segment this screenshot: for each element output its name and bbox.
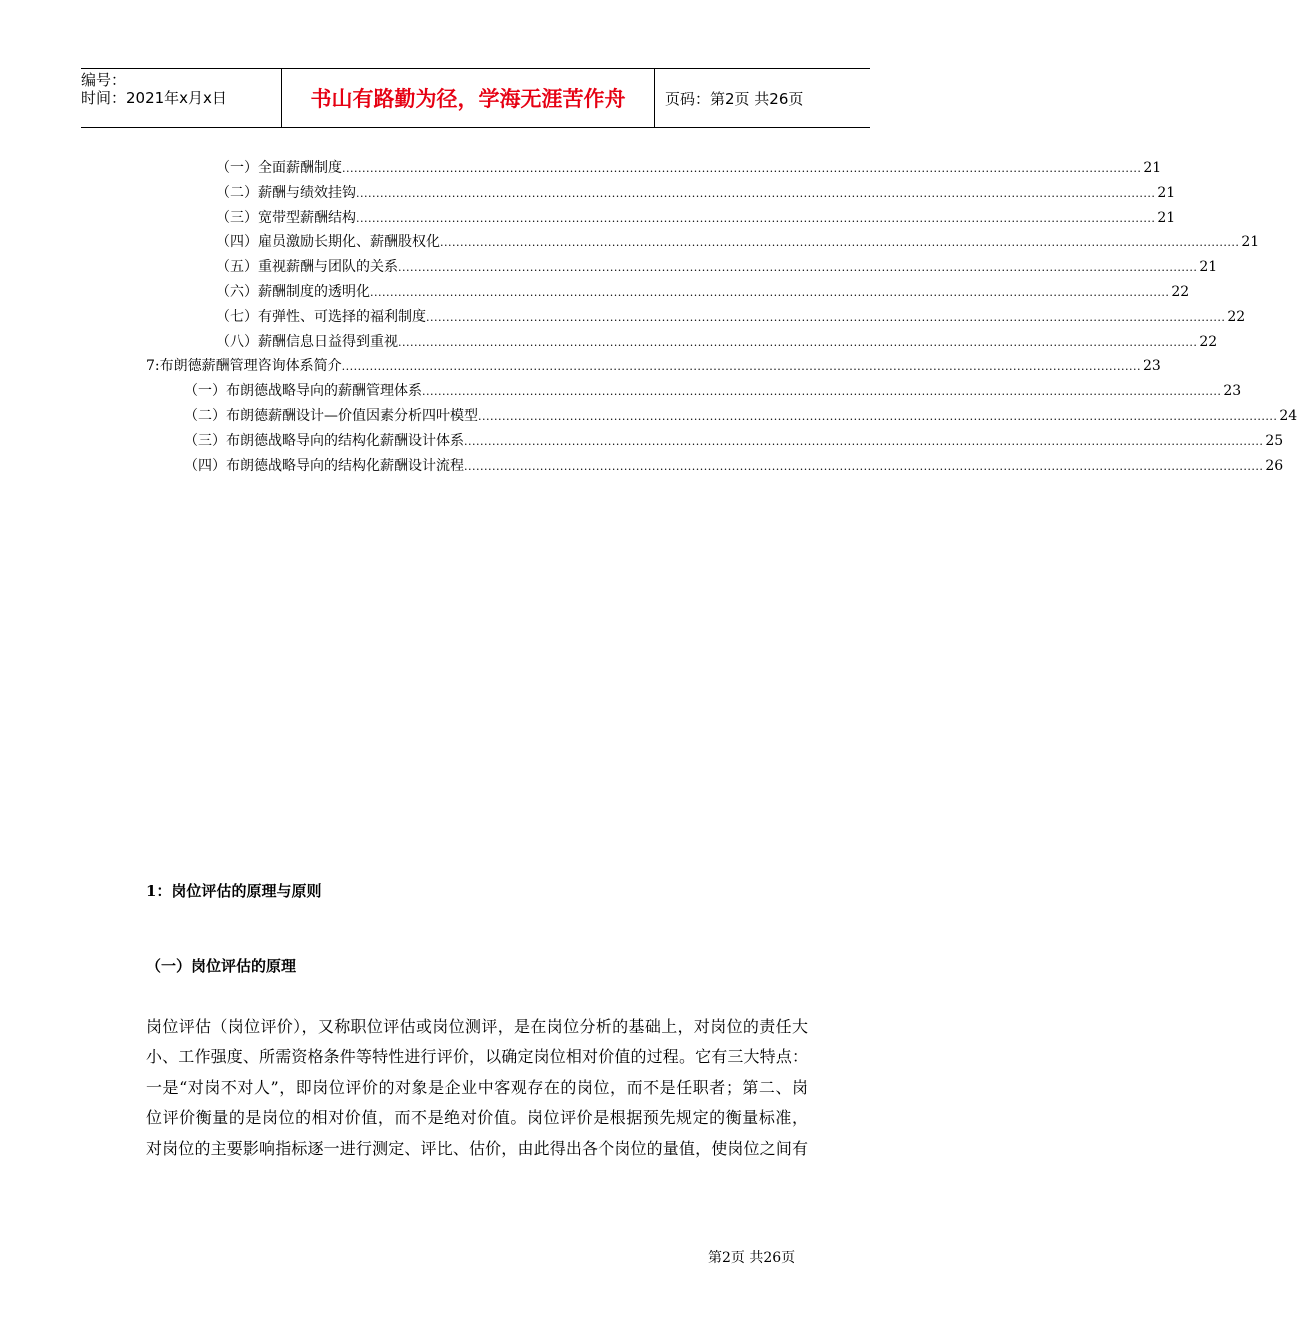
toc-entry[interactable]: [146, 404, 1297, 429]
toc-entry[interactable]: [146, 156, 1162, 181]
section-heading: 1：岗位评估的原理与原则: [146, 882, 322, 900]
toc-entry[interactable]: [146, 280, 1190, 305]
toc-entry[interactable]: [146, 429, 1284, 454]
toc-entry-title: （四）雇员激励长期化、薪酬股权化: [216, 234, 440, 251]
toc-entry-title: （五）重视薪酬与团队的关系: [216, 259, 398, 276]
toc-leader-dots: ........................................................................................................................................................................................................: [464, 434, 1264, 448]
toc-entry[interactable]: [146, 255, 1218, 280]
toc-leader-dots: ........................................................................................................................................................................................................: [426, 310, 1226, 324]
document-number-label: 编号：: [81, 71, 127, 89]
toc-leader-dots: ........................................................................................................................................................................................................: [341, 360, 1141, 374]
toc-entry[interactable]: [146, 454, 1284, 479]
toc-entry[interactable]: [146, 230, 1260, 255]
toc-entry-page: 21: [1199, 259, 1218, 276]
page-header: [81, 68, 870, 128]
toc-entry-page: 24: [1279, 407, 1297, 424]
header-meta-cell: [81, 69, 282, 127]
page-footer: 第2页 共26页: [708, 1250, 796, 1266]
header-page-info: 页码：第2页 共26页: [665, 89, 804, 108]
toc-leader-dots: ........................................................................................................................................................................................................: [356, 186, 1156, 200]
toc-entry-title: （二）薪酬与绩效挂钩: [216, 184, 356, 201]
toc-entry[interactable]: [146, 305, 1246, 330]
paragraph-line: 一是“对岗不对人”，即岗位评价的对象是企业中客观存在的岗位，而不是任职者；第二、岗: [146, 1077, 808, 1097]
toc-entry-page: 21: [1241, 234, 1260, 251]
toc-entry-page: 21: [1157, 184, 1176, 201]
toc-entry-title: （八）薪酬信息日益得到重视: [216, 333, 398, 350]
paragraph-line: 岗位评估（岗位评价），又称职位评估或岗位测评，是在岗位分析的基础上，对岗位的责任大: [146, 1017, 808, 1036]
toc-entry-page: 22: [1171, 283, 1190, 300]
toc-entry-title: 7:布朗德薪酬管理咨询体系简介: [146, 358, 342, 375]
toc-entry-title: （六）薪酬制度的透明化: [216, 283, 370, 300]
body-paragraph: [146, 1012, 808, 1164]
header-motto: 书山有路勤为径，学海无涯苦作舟: [282, 69, 655, 127]
paragraph-line: 小、工作强度、所需资格条件等特性进行评价，以确定岗位相对价值的过程。它有三大特点：: [146, 1047, 808, 1067]
paragraph-line: 位评价衡量的是岗位的相对价值，而不是绝对价值。岗位评价是根据预先规定的衡量标准，: [146, 1108, 808, 1128]
paragraph-line: 对岗位的主要影响指标逐一进行测定、评比、估价，由此得出各个岗位的量值，使岗位之间有: [146, 1138, 808, 1158]
toc-entry-title: （三）布朗德战略导向的结构化薪酬设计体系: [184, 432, 464, 449]
toc-entry-page: 23: [1223, 383, 1242, 400]
toc-leader-dots: ........................................................................................................................................................................................................: [422, 385, 1222, 399]
toc-entry-page: 22: [1227, 308, 1246, 325]
toc-entry-title: （一）布朗德战略导向的薪酬管理体系: [184, 383, 422, 400]
toc-entry-page: 21: [1157, 209, 1176, 226]
toc-entry-title: （七）有弹性、可选择的福利制度: [216, 308, 426, 325]
toc-entry-title: （一）全面薪酬制度: [216, 160, 342, 176]
toc-entry-page: 26: [1265, 457, 1284, 474]
toc-leader-dots: ........................................................................................................................................................................................................: [370, 285, 1170, 299]
toc-leader-dots: ........................................................................................................................................................................................................: [356, 211, 1156, 225]
toc-entry[interactable]: [146, 206, 1176, 231]
toc-entry-title: （二）布朗德薪酬设计—价值因素分析四叶模型: [184, 407, 478, 424]
toc-leader-dots: ........................................................................................................................................................................................................: [398, 335, 1198, 349]
table-of-contents: [146, 156, 1297, 478]
toc-entry-title: （三）宽带型薪酬结构: [216, 209, 356, 226]
toc-entry[interactable]: [146, 330, 1218, 355]
toc-entry[interactable]: [146, 379, 1242, 404]
toc-entry-page: 25: [1265, 432, 1284, 449]
toc-leader-dots: ........................................................................................................................................................................................................: [398, 261, 1198, 275]
toc-leader-dots: ........................................................................................................................................................................................................: [440, 236, 1240, 250]
toc-entry-page: 22: [1199, 333, 1218, 350]
toc-leader-dots: ........................................................................................................................................................................................................: [464, 459, 1264, 473]
subsection-heading: （一）岗位评估的原理: [146, 957, 297, 975]
toc-leader-dots: ........................................................................................................................................................................................................: [478, 409, 1278, 423]
toc-entry-page: 21: [1143, 160, 1162, 176]
toc-entry-title: （四）布朗德战略导向的结构化薪酬设计流程: [184, 457, 464, 474]
toc-entry[interactable]: [146, 354, 1161, 379]
toc-entry-page: 23: [1142, 358, 1161, 375]
document-date: 时间：2021年x月x日: [81, 89, 227, 107]
toc-entry[interactable]: [146, 181, 1176, 206]
toc-leader-dots: ........................................................................................................................................................................................................: [342, 162, 1142, 175]
